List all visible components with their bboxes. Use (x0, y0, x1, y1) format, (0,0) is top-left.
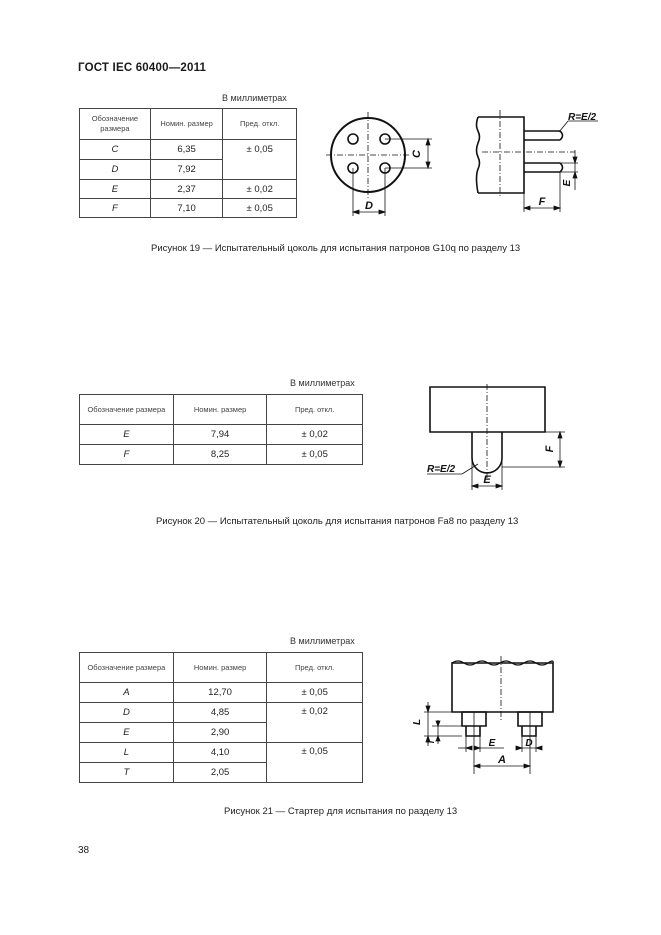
fig21-row-e-nominal: 2,90 (173, 723, 267, 743)
fig21-row-t-nominal: 2,05 (173, 763, 267, 783)
fig20-unit-label: В миллиметрах (290, 378, 355, 388)
fig21-label-e: E (488, 738, 496, 749)
fig20-header-tolerance: Пред. откл. (267, 395, 363, 425)
table-row (80, 425, 363, 445)
fig19-base-front-view (320, 105, 440, 225)
fig19-row-f-tolerance: ± 0,05 (223, 199, 297, 218)
fig20-row-e-symbol: E (80, 425, 174, 445)
fig21-label-l: L (412, 718, 423, 726)
fig20-base-drawing (420, 380, 570, 495)
fig20-row-f-nominal: 8,25 (173, 445, 267, 465)
fig19-header-designation: Обозначение размера (80, 109, 151, 140)
fig21-header-tolerance: Пред. откл. (267, 653, 363, 683)
fig21-row-t-symbol: T (80, 763, 174, 783)
fig21-header-designation: Обозначение размера (80, 653, 174, 683)
fig19-label-c: C (411, 150, 423, 158)
table-row (80, 180, 297, 199)
fig21-starter-drawing (410, 652, 570, 777)
page-number: 38 (78, 845, 90, 856)
fig20-header-nominal: Номин. размер (173, 395, 267, 425)
fig19-base-side-view (470, 105, 605, 215)
fig21-row-d-nominal: 4,85 (173, 703, 267, 723)
fig21-label-a: A (498, 754, 506, 766)
fig20-caption: Рисунок 20 — Испытательный цоколь для испытания патронов Fa8 по разделу 13 (156, 516, 519, 527)
fig19-label-r: R=E/2 (568, 112, 597, 123)
fig21-header-nominal: Номин. размер (173, 653, 267, 683)
fig19-row-e-nominal: 2,37 (150, 180, 223, 199)
fig19-caption: Рисунок 19 — Испытательный цоколь для испытания патронов G10q по разделу 13 (151, 243, 521, 254)
fig21-unit-label: В миллиметрах (290, 636, 355, 646)
fig19-label-e: E (562, 179, 573, 187)
fig21-caption: Рисунок 21 — Стартер для испытания по разделу 13 (224, 806, 458, 817)
fig19-unit-label: В миллиметрах (222, 93, 287, 103)
fig19-table (79, 108, 297, 218)
fig20-row-f-tolerance: ± 0,05 (267, 445, 363, 465)
fig20-table (79, 394, 363, 465)
fig21-row-de-tolerance: ± 0,02 (267, 703, 363, 743)
fig19-row-c-nominal: 6,35 (150, 140, 223, 160)
table-row (80, 683, 363, 703)
fig19-row-e-tolerance: ± 0,02 (223, 180, 297, 199)
fig19-label-f: F (538, 196, 546, 208)
fig21-row-d-symbol: D (80, 703, 174, 723)
fig19-row-c-symbol: C (80, 140, 151, 160)
fig21-label-d: D (525, 738, 533, 749)
fig21-row-lt-tolerance: ± 0,05 (267, 743, 363, 783)
fig20-label-r: R=E/2 (427, 464, 456, 475)
fig19-row-e-symbol: E (80, 180, 151, 199)
fig21-table (79, 652, 363, 783)
fig20-label-f: F (544, 445, 556, 453)
table-row (80, 199, 297, 218)
fig19-header-nominal: Номин. размер (150, 109, 223, 140)
fig20-header-designation: Обозначение размера (80, 395, 174, 425)
fig21-row-a-nominal: 12,70 (173, 683, 267, 703)
fig19-row-d-symbol: D (80, 160, 151, 180)
fig21-row-e-symbol: E (80, 723, 174, 743)
fig20-row-e-tolerance: ± 0,02 (267, 425, 363, 445)
fig21-row-l-symbol: L (80, 743, 174, 763)
fig21-row-a-symbol: A (80, 683, 174, 703)
fig19-label-d: D (365, 200, 373, 212)
fig21-row-l-nominal: 4,10 (173, 743, 267, 763)
fig19-header-tolerance: Пред. откл. (223, 109, 297, 140)
table-row (80, 703, 363, 723)
document-header: ГОСТ IEC 60400—2011 (78, 62, 207, 74)
table-row (80, 445, 363, 465)
fig19-row-d-nominal: 7,92 (150, 160, 223, 180)
fig19-row-f-symbol: F (80, 199, 151, 218)
fig19-row-f-nominal: 7,10 (150, 199, 223, 218)
table-row (80, 140, 297, 160)
fig21-label-t: T (426, 739, 436, 745)
fig20-row-f-symbol: F (80, 445, 174, 465)
fig21-row-a-tolerance: ± 0,05 (267, 683, 363, 703)
fig19-row-cd-tolerance: ± 0,05 (223, 140, 297, 180)
fig20-row-e-nominal: 7,94 (173, 425, 267, 445)
fig20-label-e: E (483, 474, 491, 486)
table-row (80, 743, 363, 763)
